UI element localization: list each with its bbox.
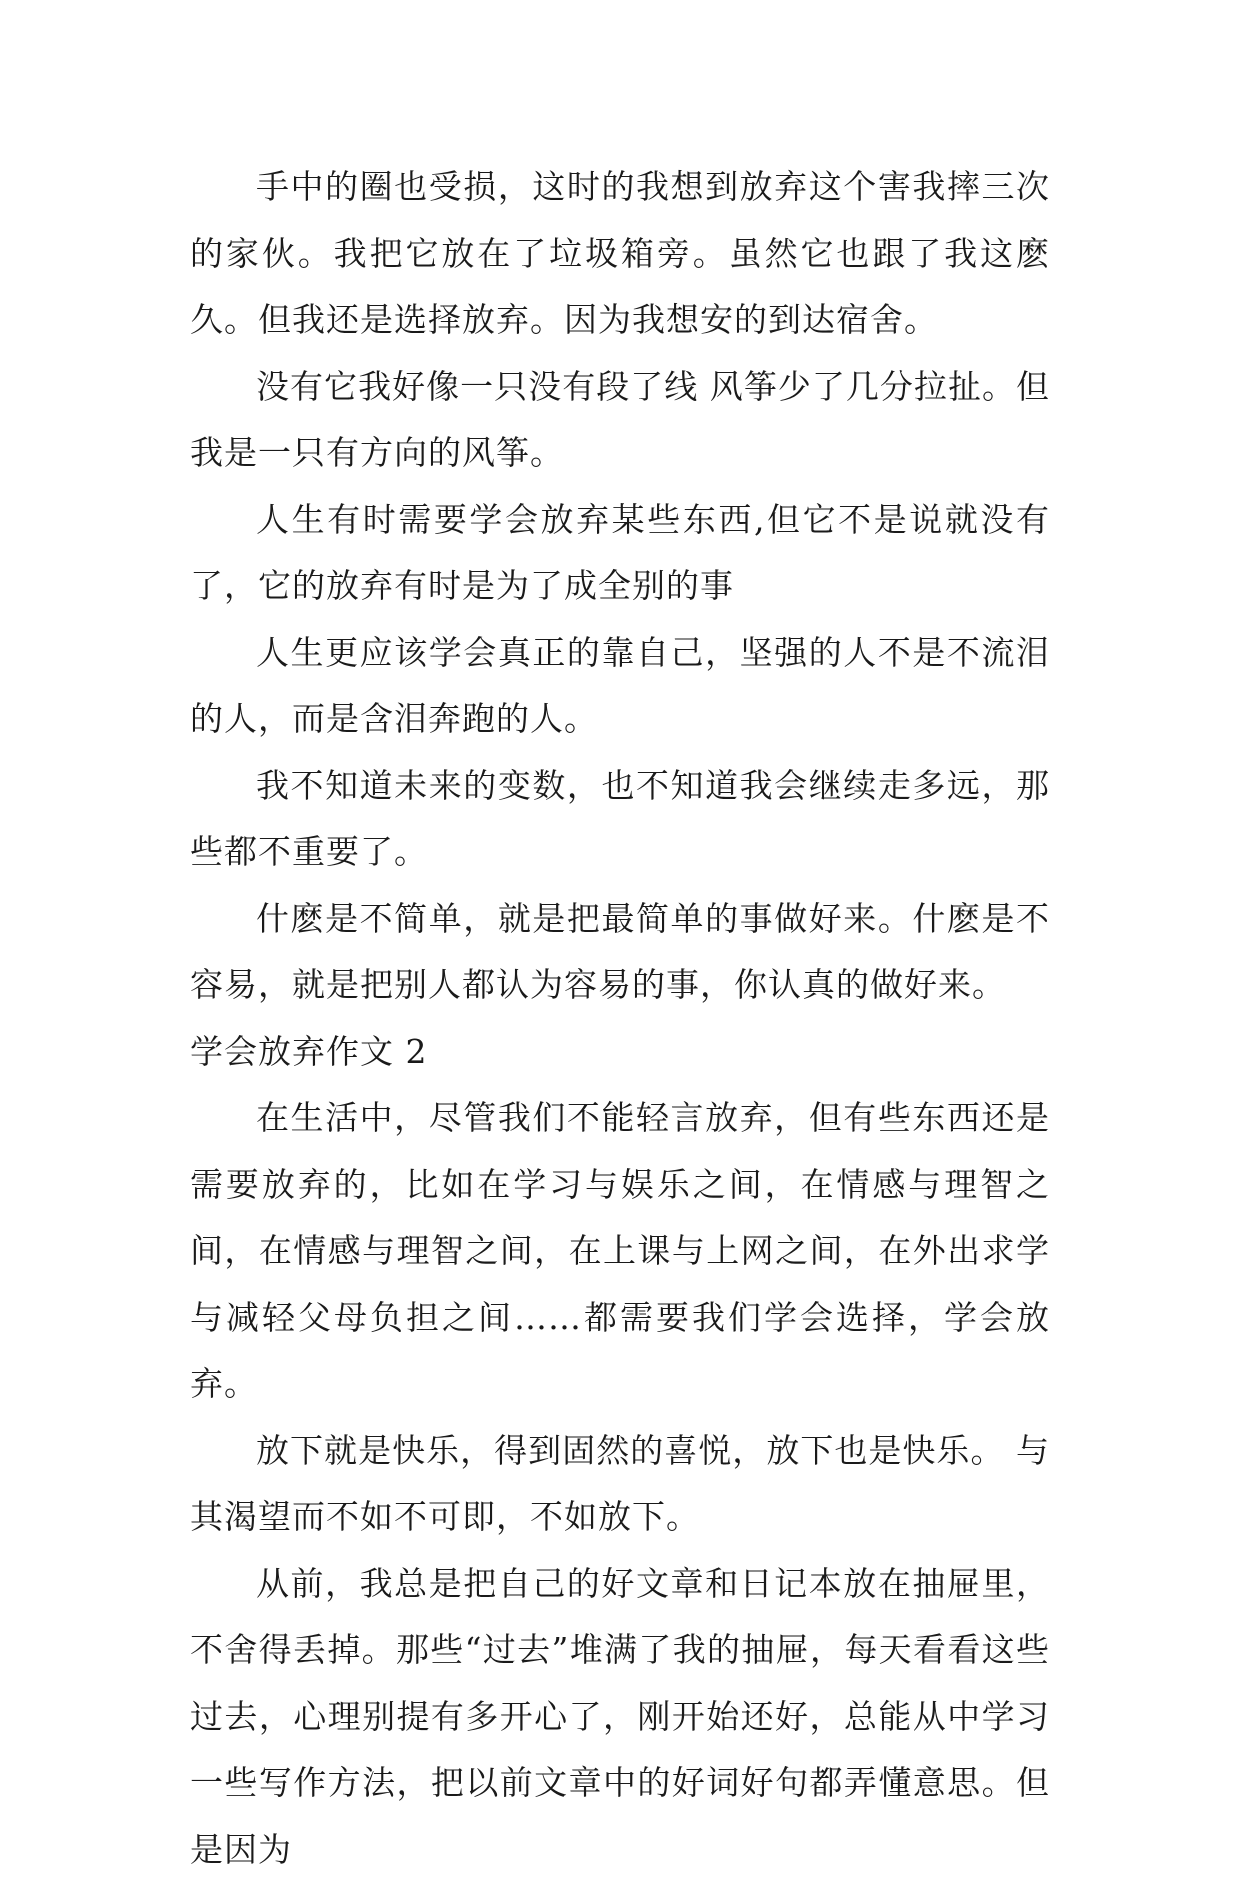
paragraph: 人生有时需要学会放弃某些东西,但它不是说就没有了，它的放弃有时是为了成全别的事 — [190, 487, 1050, 620]
paragraph: 什麽是不简单，就是把最简单的事做好来。什麽是不容易，就是把别人都认为容易的事，你认真的做好来。 — [190, 886, 1050, 1019]
paragraph: 没有它我好像一只没有段了线 风筝少了几分拉扯。但我是一只有方向的风筝。 — [190, 354, 1050, 487]
paragraph: 从前，我总是把自己的好文章和日记本放在抽屉里，不舍得丢掉。那些“过去”堆满了我的抽屉，每天看看这些过去，心理别提有多开心了，刚开始还好，总能从中学习一些写作方法，把以前文章中的好词好句都弄懂意思。但是因为 — [190, 1551, 1050, 1883]
paragraph: 放下就是快乐，得到固然的喜悦，放下也是快乐。 与其渴望而不如不可即，不如放下。 — [190, 1418, 1050, 1551]
paragraph: 我不知道未来的变数，也不知道我会继续走多远，那些都不重要了。 — [190, 753, 1050, 886]
document-body — [190, 154, 1050, 1883]
paragraph: 手中的圈也受损，这时的我想到放弃这个害我摔三次的家伙。我把它放在了垃圾箱旁。虽然它也跟了我这麽久。但我还是选择放弃。因为我想安的到达宿舍。 — [190, 154, 1050, 354]
section-heading: 学会放弃作文 2 — [190, 1019, 1050, 1086]
paragraph: 在生活中，尽管我们不能轻言放弃，但有些东西还是需要放弃的，比如在学习与娱乐之间，在情感与理智之间，在情感与理智之间，在上课与上网之间，在外出求学与减轻父母负担之间……都需要我们学会选择，学会放弃。 — [190, 1085, 1050, 1418]
paragraph: 人生更应该学会真正的靠自己，坚强的人不是不流泪的人，而是含泪奔跑的人。 — [190, 620, 1050, 753]
